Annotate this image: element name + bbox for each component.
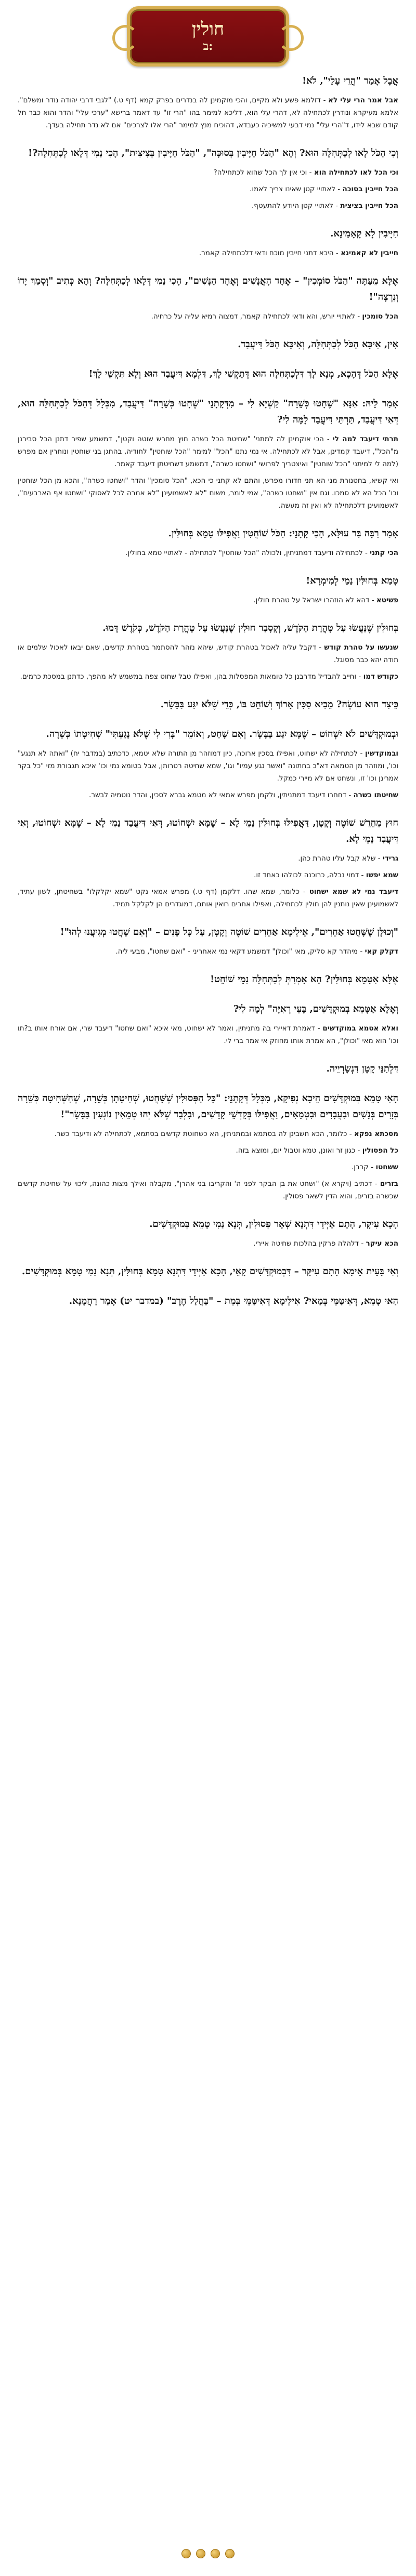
commentary-text: - לאתויי יורש, והא ודאי לכתחילה קאמר, דמצוה רמיא עליה על כרחיה. — [151, 312, 360, 321]
text-section — [18, 726, 398, 801]
commentary-paragraph — [18, 670, 398, 683]
text-section — [18, 971, 398, 987]
commentary-paragraph — [18, 1144, 398, 1157]
commentary-paragraph — [18, 594, 398, 606]
gemara-text: אִין, אִיכָּא הַכֹּל לְכַתְּחִלָּה, וְאִיכָּא הַכֹּל דִּיעֲבַד. — [238, 339, 398, 350]
commentary-text: - דהא לא הוזהרו ישראל על טהרת חולין. — [253, 596, 374, 604]
text-section — [18, 366, 398, 382]
coin-icon — [196, 2549, 205, 2558]
text-section — [18, 1263, 398, 1279]
gemara-text: אָמַר רַבָּה בַּר עוּלָּא, הָכִי קָתָנֵי: הַכֹּל שׁוֹחֲטִין וַאֲפִילּוּ טָמֵא בְּחוּלִּין. — [168, 528, 398, 539]
text-section — [18, 73, 398, 131]
commentary-text: - דלהלה פרקין בהלכות שחיטה איירי. — [253, 1239, 364, 1248]
commentary-lead: דקלק קאי — [365, 947, 398, 956]
gemara-text: חַיָּיבִין לָא קָאָמֵינָא. — [330, 228, 398, 239]
commentary-paragraph — [18, 183, 398, 195]
gemara-text: וּבְמוּקְדָּשִׁים לֹא יִשְׁחוֹט – שֶׁמָּא יִגַּע בַּבָּשָׂר. וְאִם שָׁחַט, וְאוֹמֵר "בָּרִי לִי שֶׁלֹּא נָגַעְתִּי" שְׁחִיטָתוֹ כְּשֵׁרָה. — [46, 729, 398, 739]
gemara-text: בְּחוּלִּין שֶׁנַּעֲשׂוּ עַל טָהֳרַת הַקֹּדֶשׁ, וְקָסָבַר חוּלִּין שֶׁנַּעֲשׂוּ עַל טָהֳרַת הַקֹּדֶשׁ, כְּקֹדֶשׁ דָּמוּ. — [102, 623, 398, 633]
commentary-lead: הכי קתני — [370, 549, 398, 557]
gemara-text: אֲבָל אָמַר "הֲרֵי עָלַי", לֹא! — [302, 75, 398, 86]
commentary-paragraph — [18, 200, 398, 212]
gemara-text: חוּץ מֵחֵרֵשׁ שׁוֹטֶה וְקָטָן, דַּאֲפִילּוּ בְּחוּלִּין נַמֵי לָא – שֶׁמָּא יִשְׁחוֹטוּ, דְּאִי דִּיעֲבַד נַמֵי לָא – שֶׁמָּא יִשְׁחוֹטוּ, וְאִי דִּיעֲבַד נַמֵי לָא. — [18, 817, 398, 844]
gemara-text: כֵּיצַד הוּא עוֹשֶׂה? מֵבִיא סַכִּין אָרוֹךְ וְשׁוֹחֵט בּוֹ, כְּדֵי שֶׁלֹּא יִגַּע בַּבָּשָׂר. — [160, 699, 398, 710]
commentary-paragraph — [18, 747, 398, 785]
gemara-text: אֶלָּא אַטָּמֵא בְּחוּלִּין? הָא אָמְרַתְּ לְכַתְּחִלָּה נַמֵי שׁוֹחֵט! — [210, 974, 398, 985]
commentary-lead: ואלא אטמא במוקדשים — [322, 1024, 399, 1033]
commentary-text: - כלומר, שמא שהו. דלקמן (דף ט.) מפרש אמאי נקט "שמא יקלקלו" בשחיטתן, לשון עתיד, לאשמועינן שאין נותנין להן חולין לכתחילה, ואפילו אחרים רואין אותם, דמוגדרים הן לקלקל תמיד. — [18, 888, 398, 908]
commentary-text: - הכי אוקמינן לה למתני' "שחיטת הכל כשרה חוץ מחרש שוטה וקטן", דמשמע שפיר דתנן הכל סבירנן מ"הכל", דיעבד קמדינן, אבל לא לכתחילה. אי נמי נתנו "הכל" למימר "הכל שוחטין" לחודיה, בהחגן בני שוחטין ונוחרין אם מפרש (למה לי למיתני "הכל שוחטין" ואיצטריך לפרושי "ושחטו כשרה", דמשמע דשחיטתן דיעבד קאמר. — [18, 435, 398, 468]
commentary-text: - דזלמא פשע ולא מקיים, והכי מוקמינן לה בנדרים בפרק קמא (דף ט.) "לגבי דרבי יהודה נודר ומשלם". אלמא מעיקרא ונודרין לכתחילה לא, דהרי עלי הוא, דליכא למימר בהו "הרי זו" עד דאמר ברישא "ערכי עלי" והדר והוא כבר חל קודם שבא לידו, ד"הרי עלי" נמי דבעי למשיכיה כעבדא, דהוכיח מנץ למימר "הרי אלו לצרכים" אם לא נדר תחילה בעדך. — [18, 96, 398, 129]
commentary-text: - וכי אין לך הכל שהוא לכתחילה? — [213, 168, 312, 177]
gemara-text: אָמַר לֵיהּ: אִנָּא "שֶׁחָטוּ כְּשֵׁרָה" קַשְׁיָא לִי – מִדְּקָתָנֵי "שֶׁחָטוּ כְּשֵׁרָה" דִּיעֲבַד, מִכְּלָל דְּהַכֹּל לְכַתְּחִלָּה הוּא, דְּאִי דִּיעֲבַד, תַּרְתֵּי דִּיעֲבַד לָמָּה לִי? — [18, 398, 398, 425]
commentary-text: - מיהדר קא סליק, מאי "וכולן" דמשמע דקאי נמי אאחריני - "ואם שחטו", מבעי ליה. — [115, 947, 363, 956]
commentary-text: - דקבל עליה לאכול בטהרת קודש, שיהא נזהר להסתמר בטהרת קדשים, שאם יבאו לאכול שלמים או תודה יהא כבר מסוגל. — [18, 643, 398, 664]
coin-icon — [225, 2549, 235, 2558]
daf-number: ב: — [203, 39, 213, 53]
commentary-lead: אבל אמר הרי עלי לא — [328, 96, 398, 104]
page-header — [0, 0, 416, 73]
commentary-lead: הכל חייבין בציצית — [340, 202, 398, 210]
text-section — [18, 696, 398, 712]
commentary-paragraph — [18, 94, 398, 131]
gemara-text: הַאי טָמֵא, דְּאִיטַּמֵּי בְּמַאי? אִילֵּימָא דְּאִיטַּמֵּי בְּמֵת – "בַּחֲלַל חֶרֶב" (במדבר יט) אָמַר רַחֲמָנָא. — [69, 1296, 398, 1306]
commentary-text: - דאמרת דאיירי בה מתניתין, ואמר לא ישחוט, מאי איכא "ואם שחטו" דיעבד שרי, אם אורח אותו ב?תו וכו' הוא מאי "וכולן", הא אמרת אותו מחוזק אי אמר ברי לי. — [18, 1024, 398, 1045]
gemara-text: אֶלָּא מֵעַתָּה "הַכֹּל סוֹמְכִין" – אֶחָד הָאֲנָשִׁים וְאֶחָד הַנָּשִׁים", הָכִי נַמִי דְּלָאו לְכַתְּחִלָּה? וְהָא כְּתִיב "וְסָמַךְ יָדוֹ וְנִרְצָה"! — [18, 275, 398, 302]
coin-icon — [181, 2549, 191, 2558]
text-section — [18, 1061, 398, 1077]
commentary-lead: דיעבד נמי לא שמא ישחוט — [309, 888, 399, 896]
commentary-text: - לכתחילה ודיעבד דמתניתין, ולכולה "הכל שוחטין" לכתחילה - לאתויי טמא בחולין. — [125, 549, 368, 557]
commentary-text: - לכתחילה לא ישחוט, ואפילו בסכין ארוכה, כיון דמוזהר מן התורה שלא יטמא, כדכתיב (במדבר יח) "ואתה לא תנגע" וכו', ומוזהר מן הטמאה דא"כ בחתונה "ואשר נגע עמיו" וגו', שמא שחיטה רטרותן, אבל בטומא נמי וכו' איכא תגבורת מזי "כל בקר אמרינן וכו' זו, ונשחט אם לא מיירי כמקל. — [18, 749, 398, 783]
commentary-lead: שמא יפשו — [366, 871, 398, 879]
commentary-paragraph — [18, 1161, 398, 1173]
commentary-lead: כקודש דמו — [363, 672, 398, 681]
text-section — [18, 226, 398, 259]
commentary-paragraph — [18, 310, 398, 323]
commentary-lead: גרידי — [382, 854, 398, 863]
commentary-lead: פשיטא — [376, 596, 398, 604]
text-section — [18, 1293, 398, 1309]
commentary-paragraph — [18, 869, 398, 881]
commentary-paragraph — [18, 166, 398, 179]
commentary-text: - שלא קבל עליו טהרת כהן. — [298, 854, 381, 863]
commentary-paragraph — [18, 547, 398, 559]
gemara-text: דִּלְתַנֵּי קָטָן דִּנְשָׂרְיֵיה. — [326, 1063, 398, 1074]
title-banner — [127, 6, 289, 67]
commentary-text: - כלומר, הכא חשבינן לה בסתמא ובמתניתין, הא כשחוטת קדשים בסתמא, לכתחילה לא ודיעבד כשר. — [54, 1130, 352, 1138]
gemara-text: "וְכוּלָּן שֶׁשָּׁחֲטוּ אַחֵרִים", אֵילֵימָא אַחֵרִים שׁוֹטֶה וְקָטָן, עַל כָּל פָּנִים – "וְאִם שָׁחֲטוּ מְגִיעֲנוּ לְהוּ"! — [60, 927, 398, 937]
text-section — [18, 395, 398, 512]
tractate-title: חולין — [191, 19, 225, 40]
commentary-paragraph — [18, 886, 398, 910]
commentary-paragraph — [18, 247, 398, 259]
commentary-lead: וכי הכל לאו לכתחילה הוא — [314, 168, 398, 177]
commentary-lead: בזרים — [380, 1180, 398, 1188]
gemara-text: הָאִי טָמֵא בְּמוּקְדָּשִׁים הֵיכָא נְפִיקָא, מִכְּלָל דְּקָתָנֵי: "כָּל הַפְּסוּלִין שֶׁשָּׁחֲטוּ, שְׁחִיטָתָן כְּשֵׁרָה, שֶׁהַשְּׁחִיטָה כְּשֵׁרָה בְּזָרִים בְּנָשִׁים וּבַעֲבָדִים וּבִטְמֵאִים, וַאֲפִילּוּ בְּקָדְשֵׁי קָדָשִׁים, וּבִלְבַד שֶׁלֹּא יְהוּ טְמֵאִין נוֹגְעִין בַּבָּשָׂר"! — [18, 1093, 398, 1120]
commentary-paragraph — [18, 1022, 398, 1047]
footer-ornament — [0, 2549, 416, 2558]
commentary-paragraph — [18, 1178, 398, 1203]
commentary-text: - קרבן. — [352, 1163, 374, 1171]
text-section — [18, 273, 398, 323]
commentary-text: - דכתיב (ויקרא א) "ושחט את בן הבקר לפני ה' והקריבו בני אהרן", מקבלה ואילך מצות כהונה, ליכוי על שחיטת קדשים שכשרה בזרים, והוא הדין לשאר פסולין. — [18, 1180, 398, 1200]
text-section — [18, 525, 398, 559]
commentary-paragraph — [18, 1237, 398, 1250]
commentary-lead: שנעשו על טהרת קודש — [324, 643, 398, 652]
commentary-text: - לאתויי קטן היודע להתעטף. — [251, 202, 339, 210]
commentary-paragraph — [18, 852, 398, 865]
commentary-text: - כגון זר ואונן, טמא וטבול יום, ומוצא בזה. — [236, 1146, 360, 1155]
commentary-paragraph — [18, 641, 398, 666]
text-section — [18, 1090, 398, 1203]
commentary-text: - דחחרו דיעבד דמתניתין, ולקמן מפרש אמאי לא מטמא גברא לסכין, והדר נוטמיה לבשר. — [89, 791, 352, 799]
commentary-text: - וחייב להבדיל מדרבנן כל טומאות המפסלות בהן, ואפילו טבל שחוט צפה במשמש לא מהפך, כדתנן במסכת כרמים. — [20, 672, 361, 681]
commentary-lead: ששחטו — [375, 1163, 398, 1171]
gemara-text: אֶלָּא הַכֹּל דְּהָכָא, מְנָא לָךְ דִּלְכַתְּחִלָּה הוּא דְּתַקְשִׁי לָךְ, דִּלְמָא דִּיעֲבַד הוּא וְלָא תִּקְשֵׁי לָךְ! — [88, 368, 398, 379]
text-section — [18, 145, 398, 212]
talmud-content — [0, 73, 416, 1309]
commentary-text: ואי קשיא, בחטנורת מני הא תני חדורו מפרש, והתם לא קתני כי הכא, "הכל סומכין" והדר "ושחטו כשרה", והכא מן הכל שוחטין וכו' הכל הא לא סמכו. וגם אין "ושחטו כשרה", אמי לומר, משום "לא לאשמועינן "לא אמרה לכל לאסוקי "ושחטו אף הארבעים", לאשמועינן דלכתחילה לא ואין זה מעשה. — [18, 477, 398, 510]
text-section — [18, 1216, 398, 1250]
commentary-lead: שחיטתו כשרה — [353, 791, 398, 799]
commentary-lead: הכא עיקר — [366, 1239, 398, 1248]
commentary-paragraph — [18, 789, 398, 801]
gemara-text: הָכָא עִיקָּר, הָתָם אַיְּידֵי דִּתְנָא שְׁאָר פְּסוּלִין, תְּנָא נַמִי טָמֵא בְּמוּקְדָּשִׁים. — [149, 1219, 398, 1230]
text-section — [18, 620, 398, 683]
commentary-text: - היכא דתני חייבין מוכח ודאי דלכתחילה קאמר. — [199, 249, 339, 257]
gemara-text: טָמֵא בְּחוּלִּין נַמֵי לְמִימְרָא! — [306, 575, 398, 586]
commentary-lead: תרתי דיעבד למה לי — [332, 435, 399, 443]
gemara-text: וְאֶלָּא אַטָּמֵא בְּמוּקְדָּשִׁים, בָּעֵי רְאִיָּה" לְמָה לִי? — [233, 1003, 398, 1014]
commentary-text: - לאתויי קטן שאינו צריך לאמו. — [250, 185, 341, 193]
text-section — [18, 1001, 398, 1047]
commentary-lead: ובמוקדשין — [365, 749, 398, 758]
text-section — [18, 815, 398, 910]
commentary-lead: כל הפסולין — [362, 1146, 398, 1155]
commentary-paragraph — [18, 945, 398, 958]
commentary-paragraph — [18, 1128, 398, 1140]
text-section — [18, 573, 398, 606]
gemara-text: וְאִי בָּעֵית אֵימָא הָתָם עִיקָּר – דִּבְמוּקְדָּשִׁים קָאֵי, הָכָא אַיְּידֵי דִּתְנָא טָמֵא בְּחוּלִּין, תְּנָא נַמִי טָמֵא בְּמוּקְדָּשִׁים. — [21, 1266, 398, 1277]
commentary-paragraph — [18, 433, 398, 470]
gemara-text: וְכִי הַכֹּל לָאו לְכַתְּחִלָּה הוּא? וְהָא "הַכֹּל חַיָּיבִין בְּסוּכָּה", "הַכֹּל חַיָּיבִין בְּצִיצִית", הָכִי נַמִי דְּלָאו לְכַתְּחִלָּה?! — [28, 148, 398, 158]
commentary-lead: הכל חייבין בסוכה — [342, 185, 398, 193]
commentary-lead: הכל סומכין — [362, 312, 398, 321]
commentary-lead: חייבין לא קאמינא — [341, 249, 398, 257]
commentary-text: - דמוי נבלה, כרוכנה לכולהו כאחד זו. — [254, 871, 364, 879]
coin-icon — [211, 2549, 220, 2558]
text-section — [18, 924, 398, 958]
text-section — [18, 336, 398, 352]
commentary-lead: מסכתא נפקא — [354, 1130, 398, 1138]
commentary-paragraph — [18, 474, 398, 512]
